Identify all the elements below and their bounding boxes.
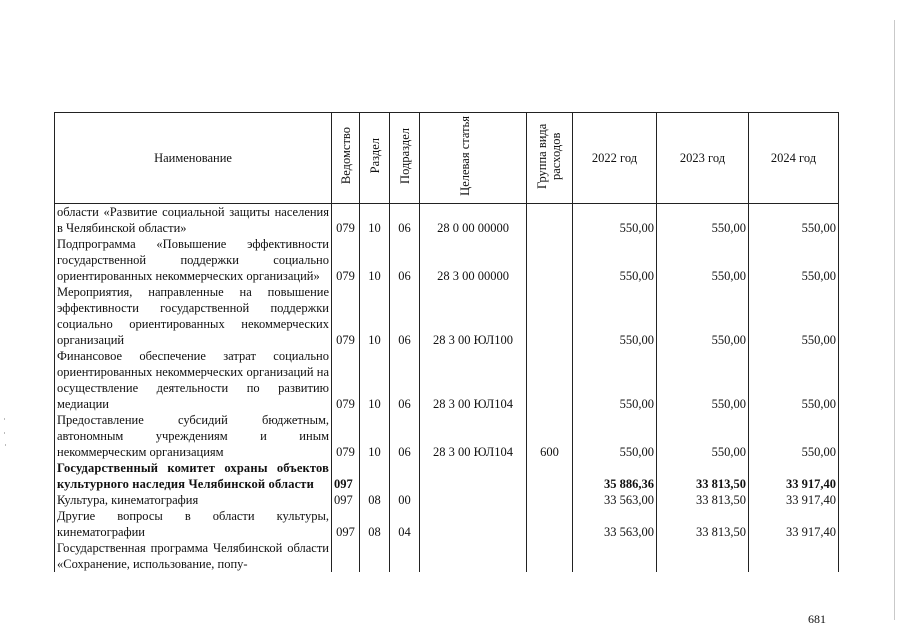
row-expense-group xyxy=(527,460,573,492)
row-expense-group xyxy=(527,284,573,348)
row-section: 08 xyxy=(360,492,390,508)
header-expense-group xyxy=(527,113,573,204)
page-number: 681 xyxy=(808,612,826,626)
row-amount-2023: 33 813,50 xyxy=(657,460,749,492)
row-target-article: 28 3 00 ЮЛ104 xyxy=(420,348,527,412)
row-subsection xyxy=(390,540,420,572)
row-name: Мероприятия, направленные на повышение эффективности государственной поддержки социально ориентированных некоммерческих организаций xyxy=(55,284,332,348)
row-target-article: 28 3 00 ЮЛ104 xyxy=(420,412,527,460)
header-target-article-label: Целевая статья xyxy=(458,116,472,196)
table-row xyxy=(55,348,839,412)
row-name: области «Развитие социальной защиты населения в Челябинской области» xyxy=(55,204,332,237)
row-amount-2022: 35 886,36 xyxy=(573,460,657,492)
row-name: Другие вопросы в области культуры, кинематографии xyxy=(55,508,332,540)
row-target-article: 28 3 00 00000 xyxy=(420,236,527,284)
row-name: Предоставление субсидий бюджетным, автономным учреждениям и иным некоммерческим организациям xyxy=(55,412,332,460)
row-subsection xyxy=(390,460,420,492)
row-amount-2023: 33 813,50 xyxy=(657,508,749,540)
row-amount-2022: 550,00 xyxy=(573,412,657,460)
row-expense-group xyxy=(527,492,573,508)
row-section: 10 xyxy=(360,348,390,412)
row-target-article: 28 0 00 00000 xyxy=(420,204,527,237)
header-section xyxy=(360,113,390,204)
row-amount-2024 xyxy=(749,540,839,572)
row-department: 079 xyxy=(332,348,360,412)
row-target-article xyxy=(420,460,527,492)
row-expense-group xyxy=(527,204,573,237)
row-amount-2023: 550,00 xyxy=(657,236,749,284)
row-subsection: 06 xyxy=(390,284,420,348)
row-name: Культура, кинематография xyxy=(55,492,332,508)
table-row xyxy=(55,540,839,572)
row-department: 097 xyxy=(332,492,360,508)
row-subsection: 00 xyxy=(390,492,420,508)
row-amount-2023: 550,00 xyxy=(657,284,749,348)
header-expense-group-label: Группа вида расходов xyxy=(534,123,563,189)
row-section xyxy=(360,460,390,492)
row-amount-2023: 550,00 xyxy=(657,204,749,237)
header-year-2024: 2024 год xyxy=(749,113,839,204)
table-row xyxy=(55,204,839,237)
row-amount-2023: 33 813,50 xyxy=(657,492,749,508)
row-department: 079 xyxy=(332,236,360,284)
row-expense-group xyxy=(527,236,573,284)
header-year-2023: 2023 год xyxy=(657,113,749,204)
row-amount-2024: 550,00 xyxy=(749,204,839,237)
page-edge-line xyxy=(894,20,895,620)
row-amount-2022: 550,00 xyxy=(573,284,657,348)
header-target-article xyxy=(420,113,527,204)
row-amount-2022 xyxy=(573,540,657,572)
row-department: 097 xyxy=(332,460,360,492)
scan-speck xyxy=(4,418,5,420)
row-name: Финансовое обеспечение затрат социально ориентированных некоммерческих организаций на осуществление деятельности по развитию медиации xyxy=(55,348,332,412)
row-section: 10 xyxy=(360,284,390,348)
row-amount-2024: 550,00 xyxy=(749,348,839,412)
row-subsection: 06 xyxy=(390,204,420,237)
row-target-article xyxy=(420,508,527,540)
row-subsection: 04 xyxy=(390,508,420,540)
header-department xyxy=(332,113,360,204)
table-row xyxy=(55,412,839,460)
row-subsection: 06 xyxy=(390,412,420,460)
row-amount-2022: 550,00 xyxy=(573,204,657,237)
row-amount-2022: 550,00 xyxy=(573,236,657,284)
table-row xyxy=(55,492,839,508)
row-amount-2023 xyxy=(657,540,749,572)
row-amount-2023: 550,00 xyxy=(657,348,749,412)
row-target-article: 28 3 00 ЮЛ100 xyxy=(420,284,527,348)
row-department xyxy=(332,540,360,572)
header-department-label: Ведомство xyxy=(338,127,353,185)
row-amount-2023: 550,00 xyxy=(657,412,749,460)
row-name: Подпрограмма «Повышение эффективности государственной поддержки социально ориентированных некоммерческих организаций» xyxy=(55,236,332,284)
header-year-2022: 2022 год xyxy=(573,113,657,204)
table-row xyxy=(55,284,839,348)
table-row xyxy=(55,508,839,540)
row-expense-group xyxy=(527,540,573,572)
row-department: 097 xyxy=(332,508,360,540)
row-section: 10 xyxy=(360,236,390,284)
row-department: 079 xyxy=(332,284,360,348)
table-header-row xyxy=(55,113,839,204)
row-section: 10 xyxy=(360,204,390,237)
row-section xyxy=(360,540,390,572)
row-amount-2024: 550,00 xyxy=(749,284,839,348)
row-subsection: 06 xyxy=(390,348,420,412)
scan-speck xyxy=(4,432,5,434)
row-amount-2022: 33 563,00 xyxy=(573,492,657,508)
row-amount-2022: 550,00 xyxy=(573,348,657,412)
row-expense-group xyxy=(527,348,573,412)
row-amount-2024: 33 917,40 xyxy=(749,492,839,508)
row-section: 10 xyxy=(360,412,390,460)
row-expense-group: 600 xyxy=(527,412,573,460)
row-amount-2024: 33 917,40 xyxy=(749,508,839,540)
row-amount-2024: 550,00 xyxy=(749,236,839,284)
row-amount-2022: 33 563,00 xyxy=(573,508,657,540)
row-name: Государственная программа Челябинской области «Сохранение, использование, попу- xyxy=(55,540,332,572)
row-department: 079 xyxy=(332,204,360,237)
budget-table xyxy=(54,112,839,572)
row-department: 079 xyxy=(332,412,360,460)
row-amount-2024: 33 917,40 xyxy=(749,460,839,492)
row-amount-2024: 550,00 xyxy=(749,412,839,460)
header-name: Наименование xyxy=(55,113,332,204)
header-subsection-label: Подраздел xyxy=(397,128,412,184)
header-section-label: Раздел xyxy=(367,138,382,174)
row-target-article xyxy=(420,540,527,572)
row-target-article xyxy=(420,492,527,508)
row-section: 08 xyxy=(360,508,390,540)
header-subsection xyxy=(390,113,420,204)
row-name: Государственный комитет охраны объектов культурного наследия Челябинской области xyxy=(55,460,332,492)
row-subsection: 06 xyxy=(390,236,420,284)
table-row-bold xyxy=(55,460,839,492)
table-row xyxy=(55,236,839,284)
table-body xyxy=(55,204,839,573)
scan-speck xyxy=(5,444,6,446)
row-expense-group xyxy=(527,508,573,540)
